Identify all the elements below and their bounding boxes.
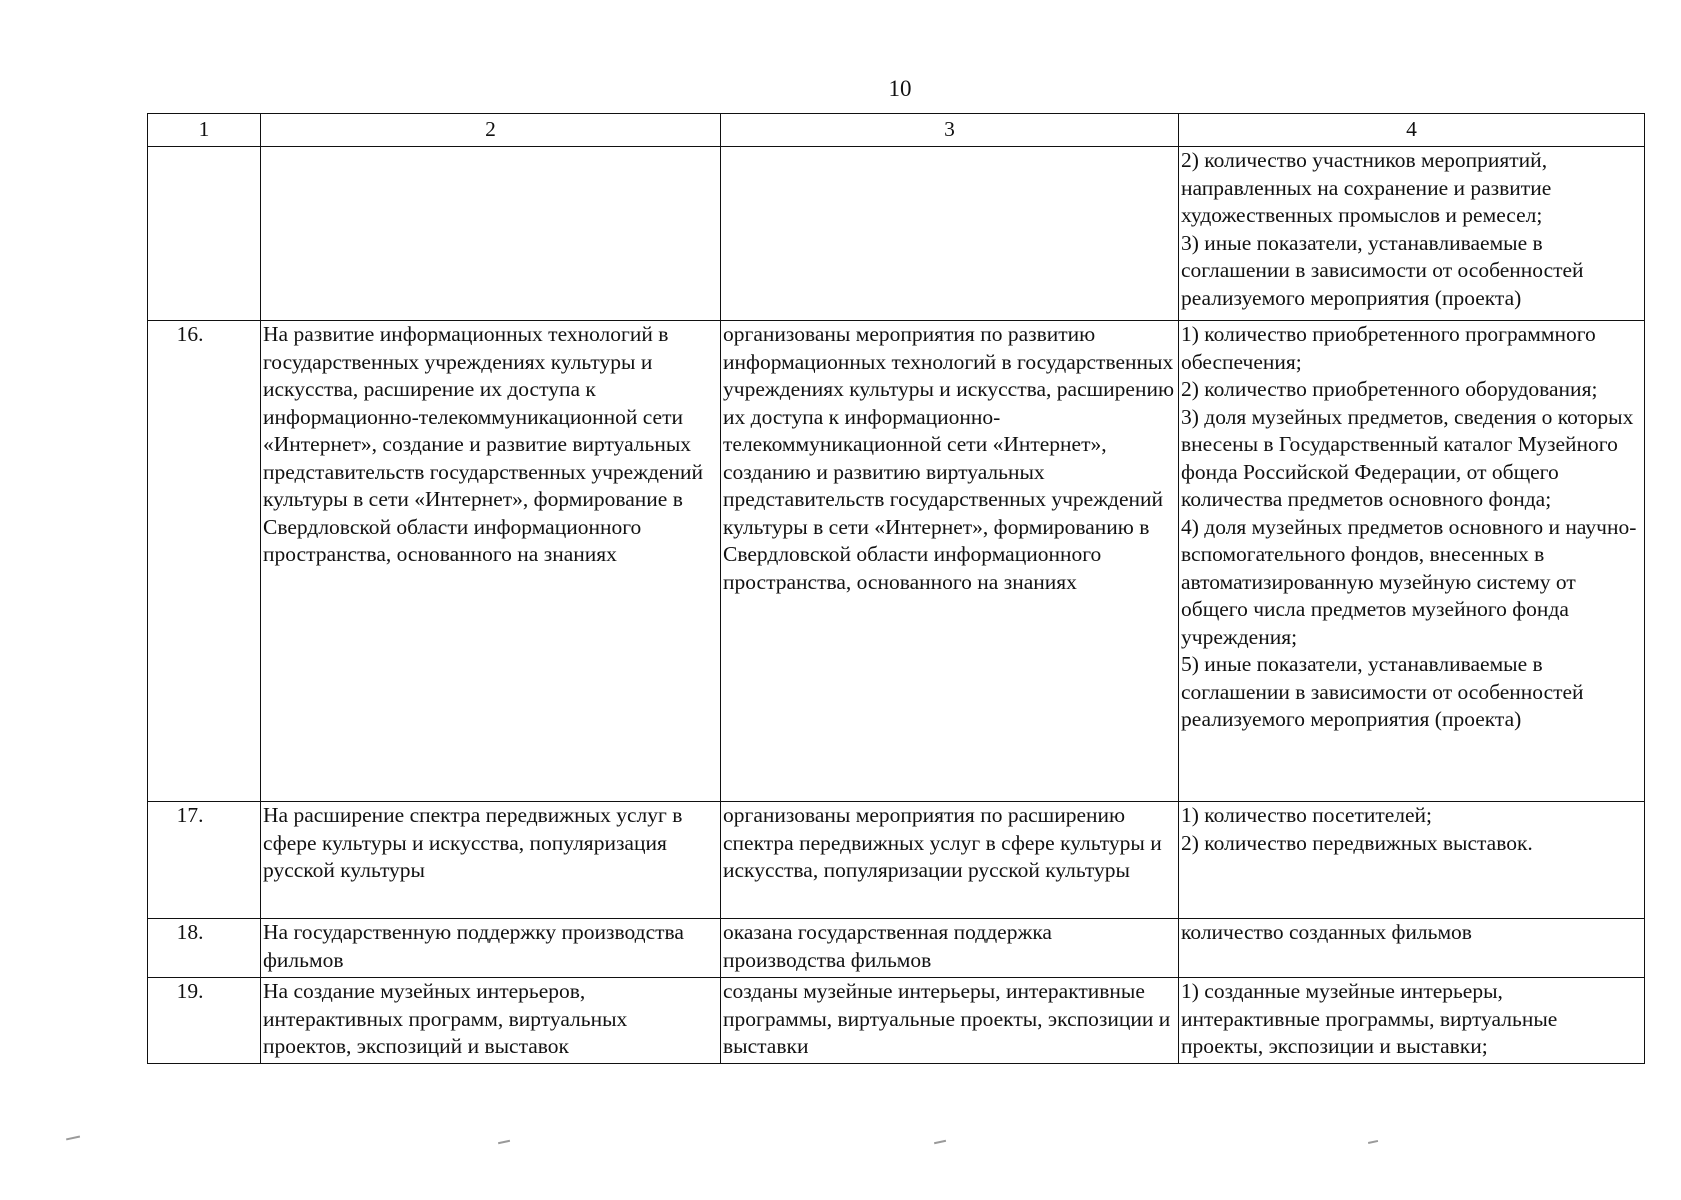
table-header-row — [148, 114, 1645, 147]
event-indicators: 1) количество посетителей; 2) количество передвижных выставок. — [1179, 802, 1645, 919]
row-number: 17. — [148, 802, 261, 919]
header-col-4: 4 — [1179, 114, 1645, 147]
scan-mark — [1368, 1140, 1378, 1144]
row-number: 18. — [148, 919, 261, 978]
scan-mark — [934, 1140, 946, 1144]
table-row — [148, 802, 1645, 919]
header-col-3: 3 — [721, 114, 1179, 147]
event-result: оказана государственная поддержка производства фильмов — [721, 919, 1179, 978]
indicators-table — [147, 113, 1645, 1064]
event-result: организованы мероприятия по развитию информационных технологий в государственных учреждениях культуры и искусства, расширению их доступа к информационно-телекоммуникационной сети «Интернет», созданию и развитию виртуальных представительств государственных учреждений культуры в сети «Интернет», формированию в Свердловской области информационного пространства, основанного на знаниях — [721, 321, 1179, 802]
header-col-1: 1 — [148, 114, 261, 147]
table-row — [148, 147, 1645, 321]
table-row — [148, 321, 1645, 802]
header-col-2: 2 — [261, 114, 721, 147]
page-number: 10 — [888, 76, 912, 101]
event-indicators: 2) количество участников мероприятий, направленных на сохранение и развитие художественных промыслов и ремесел; 3) иные показатели, устанавливаемые в соглашении в зависимости от особенностей реализуемого мероприятия (проекта) — [1179, 147, 1645, 321]
event-indicators: 1) количество приобретенного программного обеспечения; 2) количество приобретенного оборудования; 3) доля музейных предметов, сведения о которых внесены в Государственный каталог Музейного фонда Российской Федерации, от общего количества предметов основного фонда; 4) доля музейных предметов основного и научно-вспомогательного фондов, внесенных в автоматизированную музейную систему от общего числа предметов музейного фонда учреждения; 5) иные показатели, устанавливаемые в соглашении в зависимости от особенностей реализуемого мероприятия (проекта) — [1179, 321, 1645, 802]
event-description: На развитие информационных технологий в государственных учреждениях культуры и искусства, расширение их доступа к информационно-телекоммуникационной сети «Интернет», создание и развитие виртуальных представительств государственных учреждений культуры в сети «Интернет», формирование в Свердловской области информационного пространства, основанного на знаниях — [261, 321, 721, 802]
table-row — [148, 919, 1645, 978]
event-indicators: 1) созданные музейные интерьеры, интерактивные программы, виртуальные проекты, экспозиции и выставки; — [1179, 978, 1645, 1064]
row-number — [148, 147, 261, 321]
event-result — [721, 147, 1179, 321]
scan-mark — [66, 1136, 80, 1140]
row-number: 16. — [148, 321, 261, 802]
event-description: На создание музейных интерьеров, интерактивных программ, виртуальных проектов, экспозиций и выставок — [261, 978, 721, 1064]
event-result: организованы мероприятия по расширению спектра передвижных услуг в сфере культуры и искусства, популяризации русской культуры — [721, 802, 1179, 919]
event-description: На расширение спектра передвижных услуг в сфере культуры и искусства, популяризация русской культуры — [261, 802, 721, 919]
row-number: 19. — [148, 978, 261, 1064]
event-description: На государственную поддержку производства фильмов — [261, 919, 721, 978]
event-indicators: количество созданных фильмов — [1179, 919, 1645, 978]
table-row — [148, 978, 1645, 1064]
event-description — [261, 147, 721, 321]
event-result: созданы музейные интерьеры, интерактивные программы, виртуальные проекты, экспозиции и выставки — [721, 978, 1179, 1064]
scan-mark — [498, 1140, 510, 1144]
